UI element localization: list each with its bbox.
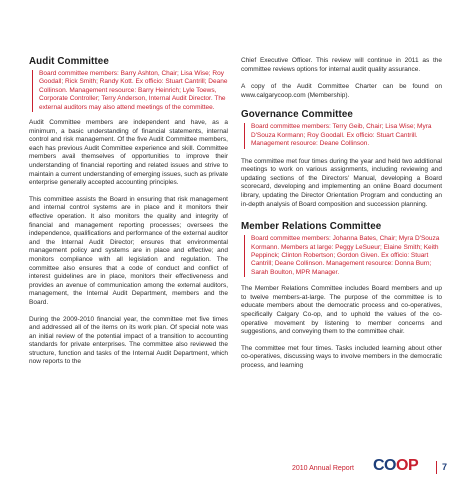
governance-paragraph-1: The committee met four times during the year and held two additional meetings to work on various assignments, including reviewing and updating sections of the Directors' Manual, developing a Board scorecard, developing and implementing an online Board document library, updating the Director Orientation Program and conducting an in-depth analysis of Board composition and succession planning. (241, 157, 442, 208)
coop-logo: COOP (373, 457, 419, 474)
page-number-divider (436, 461, 437, 474)
member-relations-committee-members: Board committee members: Johanna Bates, Chair; Myra D'Souza Kormann. Members at large: Peggy LeSueur; Elaine Smith; Keith Peppinck; Clinton Robertson; Gordon Given. Ex officio: Stuart Cantrill; Deane Collinson. Management resource: Donna Burn; Sarah Boulton, MPR Manager. (244, 235, 442, 277)
audit-paragraph-3: During the 2009-2010 financial year, the committee met five times and addressed all of the items on its work plan. Of special note was an initial review of the potential impact of a transition to accounting standards for private enterprises. The committee also reviewed the structure, function and tasks of the Internal Audit Department, which now reports to the (29, 315, 228, 366)
governance-committee-heading: Governance Committee (241, 109, 353, 121)
audit-charter-paragraph: A copy of the Audit Committee Charter can be found on www.calgarycoop.com (Membership). (241, 83, 442, 99)
audit-committee-heading: Audit Committee (29, 56, 109, 67)
member-relations-paragraph-2: The committee met four times. Tasks included learning about other co-operatives, discussing ways to involve members in the democratic process, and learning (241, 344, 442, 369)
audit-continued-paragraph: Chief Executive Officer. This review will continue in 2011 as the committee reviews options for internal audit quality assurance. (241, 57, 442, 73)
audit-committee-members: Board committee members: Barry Ashton, Chair; Lisa Wise; Roy Goodall; Rick Smith; Randy Kott. Ex officio: Stuart Cantrill; Deane Collinson. Management resource: Barry Heinrich; Lyle Toews, Corporate Controller; Terry Anderson, Internal Audit Director. The external auditors may also attend meetings of the committee. (32, 70, 228, 112)
page-number: 7 (442, 462, 448, 472)
right-column (241, 0, 442, 371)
audit-paragraph-1: Audit Committee members are independent and have, as a minimum, a basic understanding of financial statements, internal control and risk management. Of the five Audit Committee members, each has previous Audit Committee experience and skill. Committee members avail themselves of opportunities to improve their understanding of financial reporting and related issues and strive to maintain a current understanding of emerging issues, such as private enterprise generally accepted accounting principles. (29, 119, 228, 187)
annual-report-label: 2010 Annual Report (292, 465, 354, 472)
governance-committee-members: Board committee members: Terry Geib, Chair; Lisa Wise; Myra D'Souza Kormann; Roy Goodall. Ex officio: Stuart Cantrill. Management resource: Deane Collinson. (244, 123, 442, 148)
left-column (29, 0, 228, 367)
member-relations-paragraph-1: The Member Relations Committee includes Board members and up to twelve members-at-large. The purpose of the committee is to educate members about the democratic process and co-operatives, specifically Calgary Co-op, and to uphold the values of the co-operative movement by listening to member concerns and suggestions, and conveying them to the committee chair. (241, 285, 442, 336)
audit-paragraph-2: This committee assists the Board in ensuring that risk management and internal control systems are in place and it monitors their effective operation. It also monitors the quality and integrity of financial and management reporting processes; oversees the independence, qualifications and performance of the external auditor and the Internal Audit Director; ensures that environmental management policy and systems are in place and effective; and monitors compliance with all legislation and regulation. The committee also ensures that a code of conduct and conflict of interest guidelines are in place, monitors their effectiveness and provides an avenue of communication among the external auditors, management, the Internal Audit Department, members and the Board. (29, 195, 228, 306)
member-relations-committee-heading: Member Relations Committee (241, 221, 382, 233)
